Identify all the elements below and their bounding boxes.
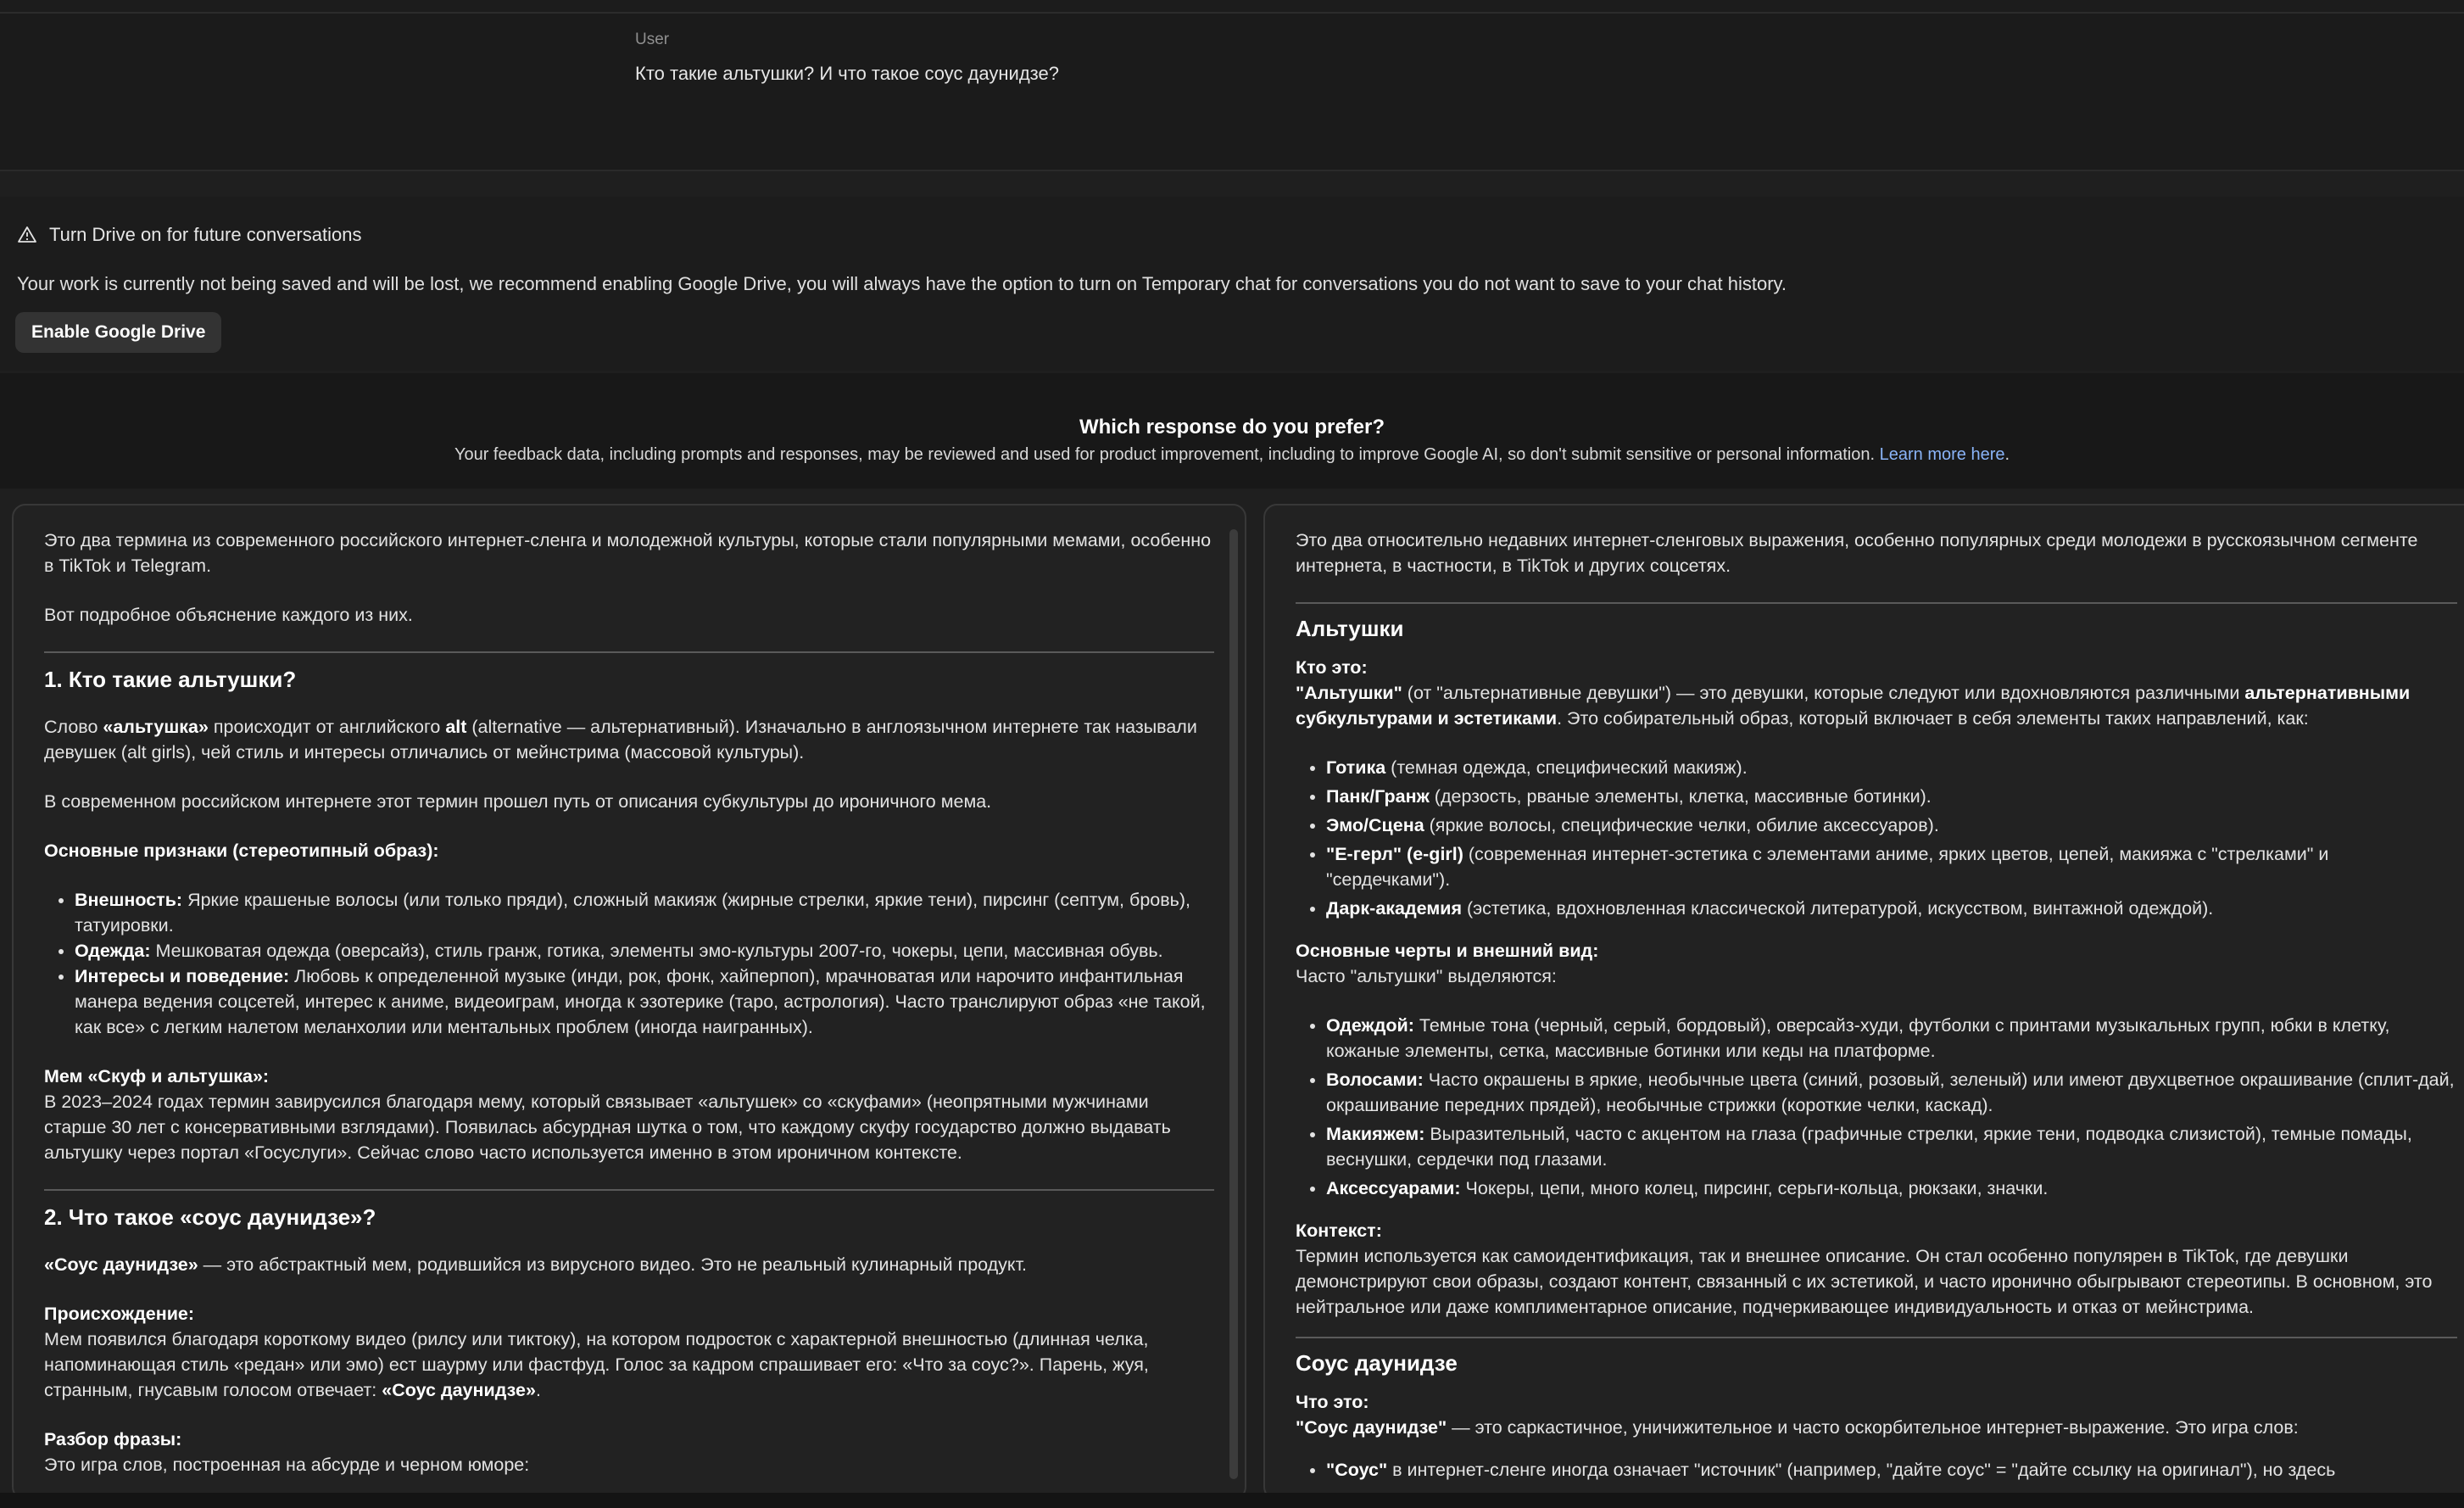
paragraph	[1296, 1415, 2457, 1440]
paragraph	[44, 714, 1214, 765]
section-heading: 1. Кто такие альтушки?	[44, 667, 297, 692]
paragraph: Это два термина из современного российского интернет-сленга и молодежной культуры, которые стали популярными мемами, особенно в TikTok и Telegram.	[44, 530, 1212, 576]
list-item	[1326, 813, 2457, 838]
bold-text: "Е-герл" (e-girl)	[1326, 844, 1463, 864]
bottom-bar	[0, 1493, 2464, 1508]
divider	[1296, 1337, 2457, 1338]
bold-text: Что это:	[1296, 1392, 1369, 1412]
bold-text: альтернативными субкультурами и эстетиками	[1296, 683, 2411, 729]
bold-text: Кто это:	[1296, 657, 1368, 678]
signs-list	[44, 887, 1214, 1040]
response-panel-right[interactable]	[1263, 504, 2464, 1500]
text: (темная одежда, специфический макияж).	[1385, 757, 1748, 778]
text: в интернет-сленге иногда означает "источник" (например, "дайте соус" = "дайте ссылку на оригинал"), но здесь	[1387, 1460, 2336, 1480]
features-list	[1296, 1013, 2457, 1201]
paragraph: Это игра слов, построенная на абсурде и черном юморе:	[44, 1455, 530, 1475]
words-list	[1296, 1457, 2457, 1483]
bold-text: "Альтушки"	[1296, 683, 1402, 703]
drive-title-text: Turn Drive on for future conversations	[49, 224, 362, 245]
list-item	[1326, 896, 2457, 921]
paragraph: Это два относительно недавних интернет-сленговых выражения, особенно популярных среди молодежи в русскоязычном сегменте интернета, в частности, в TikTok и других соцсетях.	[1296, 530, 2418, 576]
bold-text: Внешность:	[75, 890, 183, 910]
list-item	[1326, 1067, 2457, 1118]
text: Темные тона (черный, серый, бордовый), оверсайз-худи, футболки с принтами музыкальных групп, юбки в клетку, кожаные элементы, сетка, массивные ботинки или кеды на платформе.	[1326, 1015, 2390, 1061]
bold-text: Происхождение:	[44, 1304, 195, 1324]
text: (яркие волосы, специфические челки, обилие аксессуаров).	[1424, 815, 1939, 835]
text: (от "альтернативные девушки") — это девушки, которые следуют или вдохновляются различными	[1402, 683, 2245, 703]
learn-more-link[interactable]: Learn more here	[1879, 445, 2005, 464]
paragraph: Термин используется как самоидентификация, так и внешнее описание. Он стал особенно популярен в TikTok, где девушки демонстрируют свои образы, создают контент, связанный с их эстетикой, и часто иронично обыгрывают стереотипы. В основном, это нейтральное или даже комплиментарное описание, подчеркивающее индивидуальность и отказ от мейнстрима.	[1296, 1246, 2433, 1317]
subheading	[44, 1064, 1214, 1089]
section-heading: Соус даунидзе	[1296, 1350, 1458, 1376]
text: .	[535, 1380, 541, 1400]
text: Часто окрашены в яркие, необычные цвета (синий, розовый, зеленый) или имеют двухцветное окрашивание (сплит-дай, окрашивание передних прядей), необычные стрижки (короткие челки, каскад).	[1326, 1070, 2455, 1115]
section-heading: Альтушки	[1296, 616, 1404, 641]
preference-subtitle	[0, 445, 2464, 465]
top-divider	[0, 0, 2464, 14]
subheading	[44, 838, 1214, 863]
paragraph: В 2023–2024 годах термин завирусился благодаря мему, который связывает «альтушек» со «скуфами» (неопрятными мужчинами старше 30 лет с консервативными взглядами). Появилась абсурдная шутка о том, что каждому скуфу государство должно выдавать альтушку через портал «Госуслуги». Сейчас слово часто используется именно в этом ироничном контексте.	[44, 1092, 1171, 1163]
text: Любовь к определенной музыке (инди, рок, фонк, хайперпоп), мрачноватая или нарочито инфантильная манера ведения соцсетей, интерес к аниме, видеоиграм, иногда к эзотерике (таро, астрология). Часто транслируют образ «не такой, как все» с легким налетом меланхолии или ментальных проблем (иногда наигранных).	[75, 966, 1206, 1037]
list-item	[1326, 755, 2457, 780]
paragraph	[44, 1252, 1214, 1277]
subheading	[1296, 938, 2457, 963]
divider	[1296, 602, 2457, 604]
bold-text: Основные признаки (стереотипный образ):	[44, 841, 439, 861]
divider	[44, 1189, 1214, 1191]
text: Чокеры, цепи, много колец, пирсинг, серьги-кольца, рюкзаки, значки.	[1460, 1178, 2049, 1198]
subheading	[1296, 1389, 2457, 1415]
list-item	[1326, 1013, 2457, 1064]
list-item	[75, 887, 1214, 938]
bold-text: Макияжем:	[1326, 1124, 1425, 1144]
paragraph: В современном российском интернете этот термин прошел путь от описания субкультуры до ироничного мема.	[44, 791, 992, 812]
bold-text: Дарк-академия	[1326, 898, 1462, 919]
text: происходит от английского	[208, 717, 446, 737]
list-item	[75, 938, 1214, 963]
text: Яркие крашеные волосы (или только пряди), сложный макияж (жирные стрелки, яркие тени), пирсинг (септум, бровь), татуировки.	[75, 890, 1190, 936]
bold-text: alt	[445, 717, 467, 737]
list-item	[1326, 1457, 2457, 1483]
user-message: Кто такие альтушки? И что такое соус даунидзе?	[635, 63, 1059, 84]
paragraph	[1296, 680, 2457, 731]
bold-text: Разбор фразы:	[44, 1429, 182, 1449]
enable-google-drive-button[interactable]: Enable Google Drive	[15, 312, 221, 353]
bold-text: Эмо/Сцена	[1326, 815, 1424, 835]
bold-text: "Соус даунидзе"	[1296, 1417, 1447, 1438]
paragraph: Вот подробное объяснение каждого из них.	[44, 605, 413, 625]
left-panel-scrollbar[interactable]	[1229, 529, 1238, 1479]
text: — это саркастичное, уничижительное и часто оскорбительное интернет-выражение. Это игра слов:	[1447, 1417, 2299, 1438]
text: (эстетика, вдохновленная классической литературой, искусством, винтажной одеждой).	[1462, 898, 2214, 919]
text: (современная интернет-эстетика с элементами аниме, ярких цветов, цепей, макияжа с "стрелками" и "сердечками").	[1326, 844, 2329, 890]
paragraph: Часто "альтушки" выделяются:	[1296, 966, 1557, 986]
response-panel-left[interactable]	[12, 504, 1246, 1500]
list-item	[75, 963, 1214, 1040]
bold-text: Интересы и поведение:	[75, 966, 290, 986]
subheading	[44, 1301, 1214, 1326]
list-item	[1326, 841, 2457, 892]
bold-text: «Соус даунидзе»	[44, 1254, 198, 1275]
bold-text: Готика	[1326, 757, 1386, 778]
bold-text: Контекст:	[1296, 1220, 1382, 1241]
preference-subtitle-text: Your feedback data, including prompts and responses, may be reviewed and used for product improvement, including to improve Google AI, so don't submit sensitive or personal information.	[454, 445, 1876, 464]
response-left-content	[44, 528, 1214, 1500]
drive-banner-title	[17, 224, 361, 246]
user-turn	[0, 14, 2464, 171]
text: Мешковатая одежда (оверсайз), стиль гранж, готика, элементы эмо-культуры 2007-го, чокеры, цепи, массивная обувь.	[150, 941, 1163, 961]
bold-text: Одежда:	[75, 941, 151, 961]
text: Мем появился благодаря короткому видео (рилсу или тиктоку), на котором подросток с характерной внешностью (длинная челка, напоминающая стиль «редан» или эмо) ест шаурму или фастфуд. Голос за кадром спрашивает его: «Что за соус?». Парень, жуя, странным, гнусавым голосом отвечает:	[44, 1329, 1149, 1400]
bold-text: Волосами:	[1326, 1070, 1424, 1090]
bold-text: «Соус даунидзе»	[382, 1380, 536, 1400]
list-item	[1326, 784, 2457, 809]
preference-period: .	[2004, 445, 2010, 464]
bold-text: Панк/Гранж	[1326, 786, 1430, 807]
subheading	[1296, 655, 2457, 680]
text: Слово	[44, 717, 103, 737]
subheading	[1296, 1218, 2457, 1243]
text: Выразительный, часто с акцентом на глаза (графичные стрелки, яркие тени, подводка слизистой), темные помады, веснушки, сердечки под глазами.	[1326, 1124, 2412, 1170]
paragraph	[44, 1326, 1214, 1403]
divider	[44, 651, 1214, 653]
drive-description: Your work is currently not being saved and will be lost, we recommend enabling Google Drive, you will always have the option to turn on Temporary chat for conversations you do not want to save to your chat history.	[17, 273, 1787, 294]
drive-banner	[0, 197, 2464, 371]
bold-text: Аксессуарами:	[1326, 1178, 1461, 1198]
list-item	[1326, 1121, 2457, 1172]
text: — это абстрактный мем, родившийся из вирусного видео. Это не реальный кулинарный продукт.	[198, 1254, 1028, 1275]
user-role-label: User	[635, 31, 670, 48]
bold-text: Одеждой:	[1326, 1015, 1414, 1036]
text: (дерзость, рваные элементы, клетка, массивные ботинки).	[1429, 786, 1932, 807]
bold-text: "Соус"	[1326, 1460, 1388, 1480]
bold-text: Мем «Скуф и альтушка»:	[44, 1066, 270, 1086]
section-heading: 2. Что такое «соус даунидзе»?	[44, 1204, 376, 1230]
text: . Это собирательный образ, который включает в себя элементы таких направлений, как:	[1557, 708, 2309, 729]
bold-text: Основные черты и внешний вид:	[1296, 941, 1599, 961]
text: (alternative — альтернативный). Изначально в англоязычном интернете так называли девушек (alt girls), чей стиль и интересы отличались от мейнстрима (массовой культуры).	[44, 717, 1197, 762]
preference-header	[0, 373, 2464, 489]
styles-list	[1296, 755, 2457, 921]
warning-icon	[17, 225, 37, 245]
bold-text: «альтушка»	[103, 717, 209, 737]
response-right-content	[1296, 528, 2457, 1500]
list-item	[1326, 1176, 2457, 1201]
preference-title: Which response do you prefer?	[1079, 416, 1385, 438]
subheading	[44, 1427, 1214, 1452]
